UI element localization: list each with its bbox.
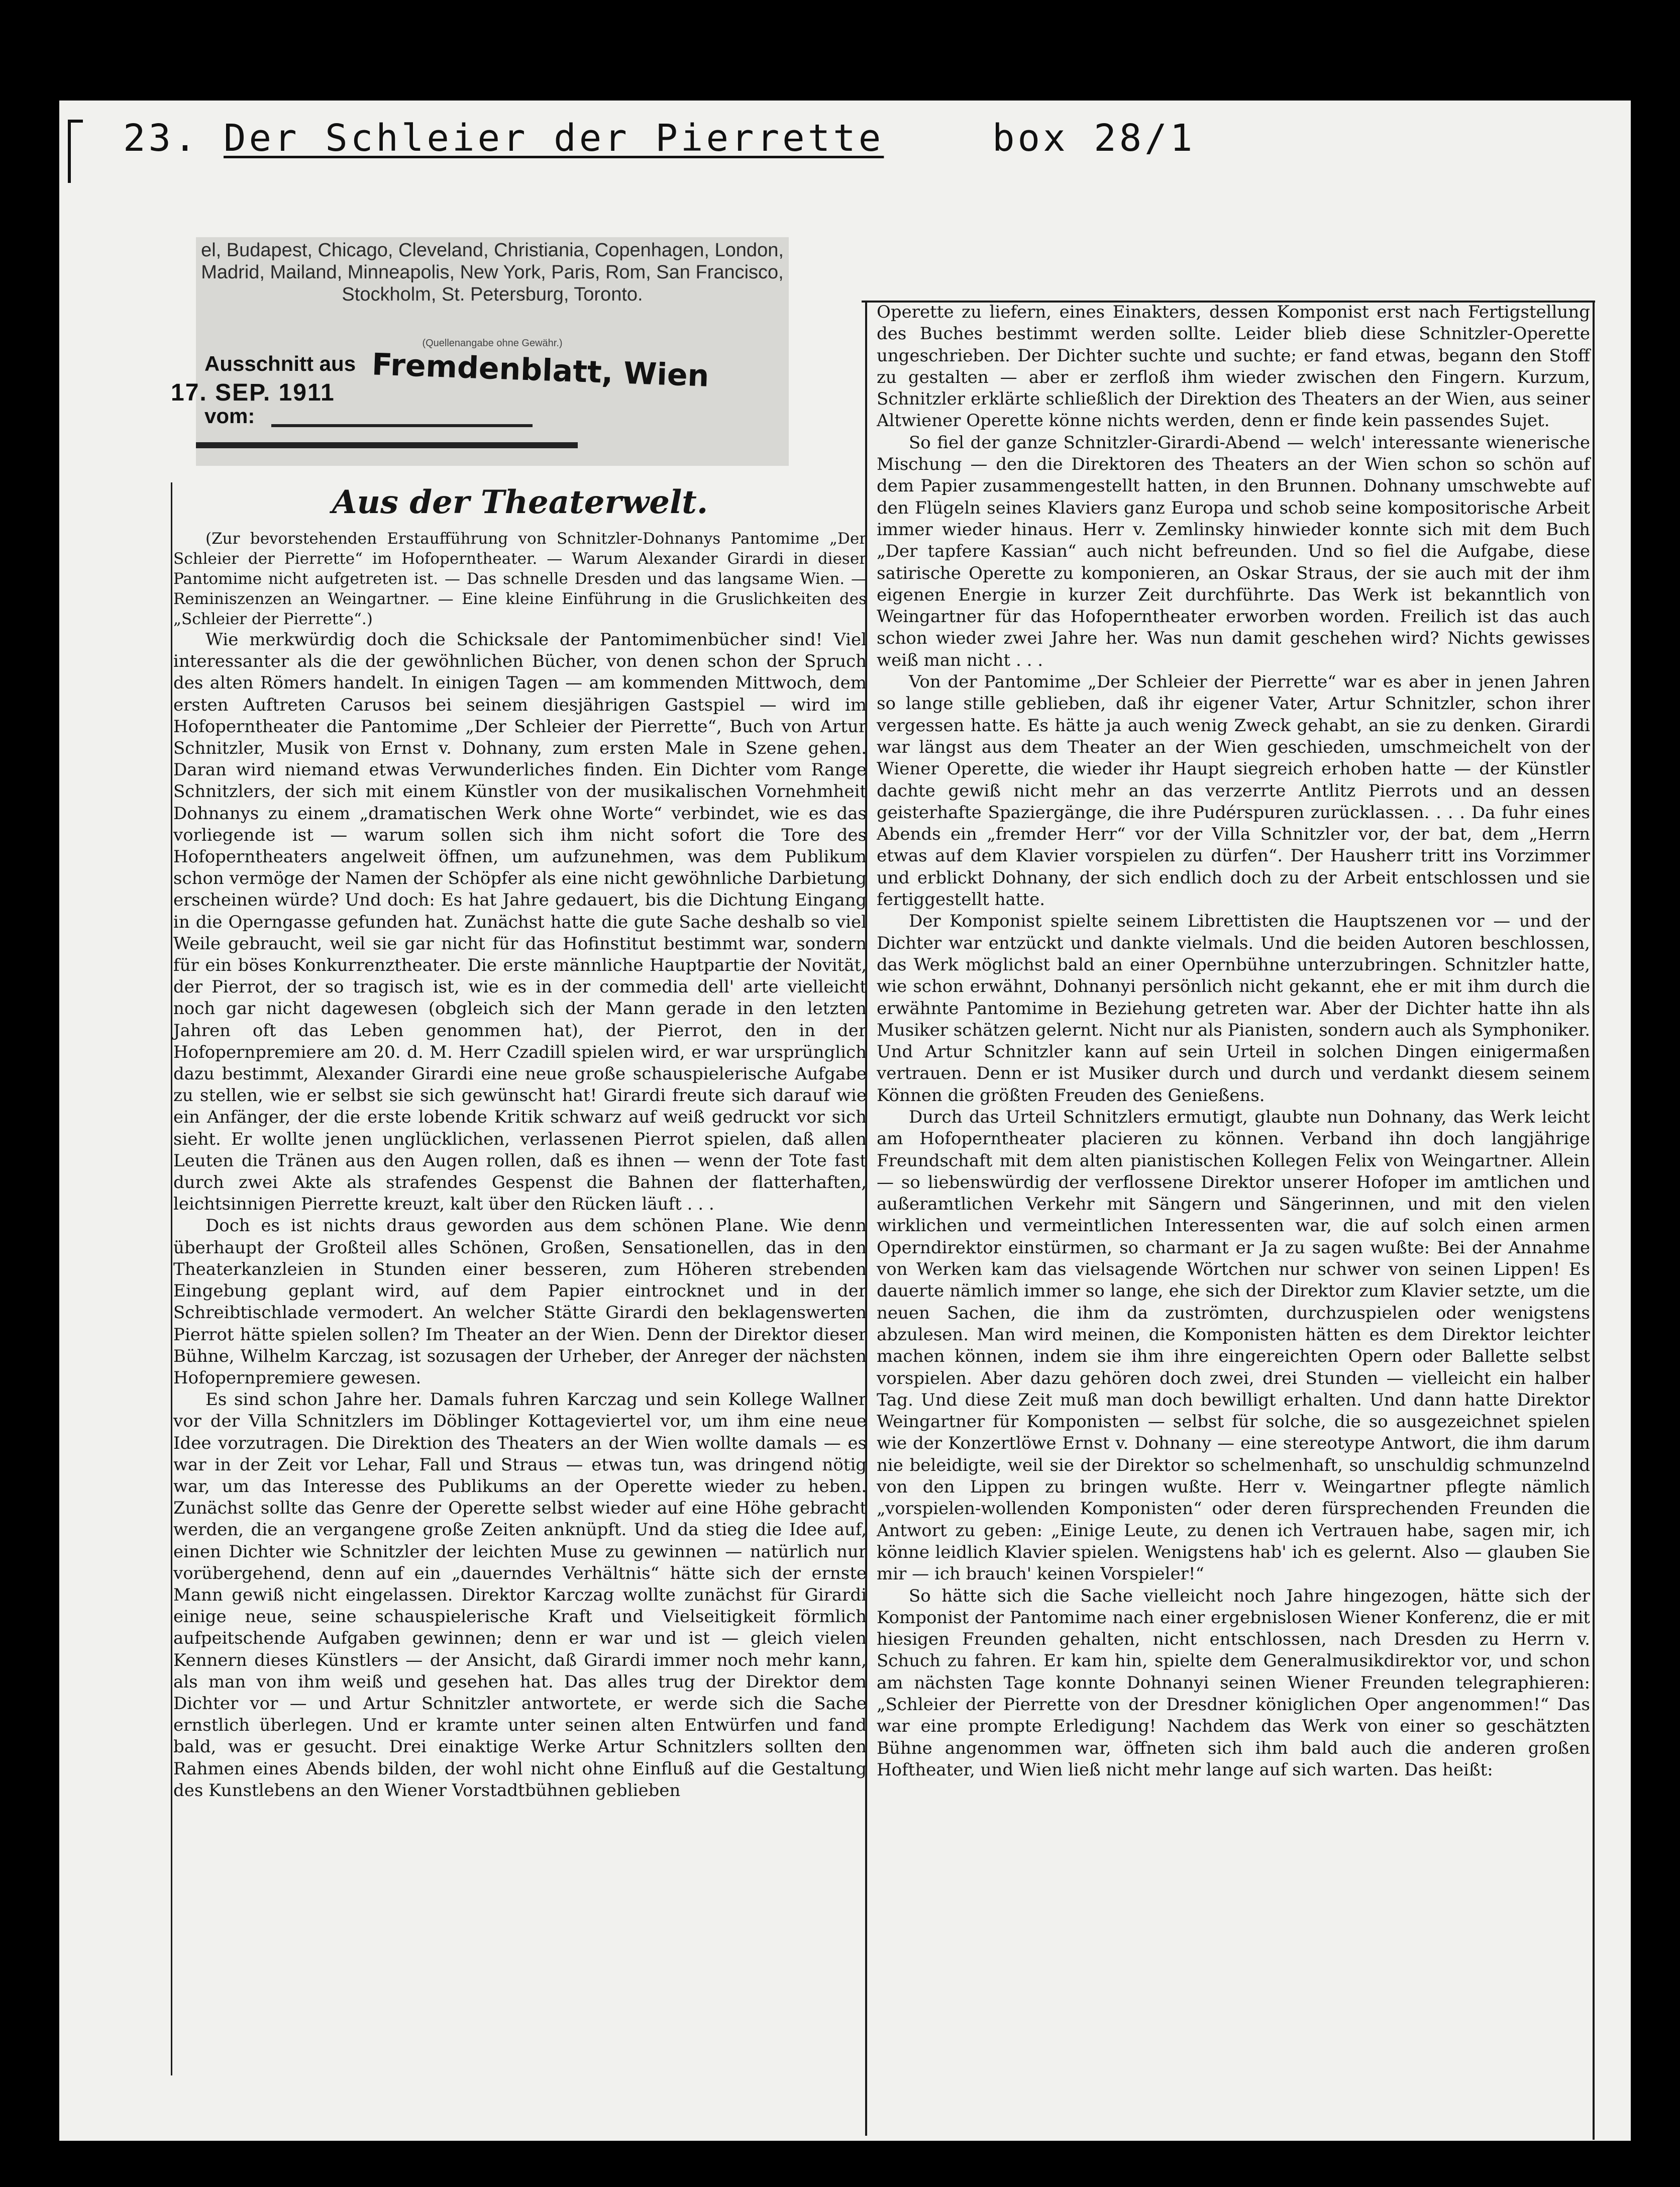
service-cities: el, Budapest, Chicago, Cleveland, Christiania, Copenhagen, London, Madrid, Mailand, Minneapolis, New York, Paris, Rom, San Francisco, Stockholm, St. Petersburg, Toronto.	[201, 240, 784, 305]
archive-box-label: box 28/1	[992, 117, 1196, 160]
article-paragraph: So hätte sich die Sache vielleicht noch Jahre hingezogen, hätte sich der Komponist der Pantomime nach einer ergebnislosen Wiener Konferenz, die er mit hiesigen Freunden gehalten, nicht entschlossen, nach Dresden zu Herrn v. Schuch zu fahren. Er kam hin, spielte dem Generalmusikdirektor vor, und schon am nächsten Tage konnte Dohnanyi seinen Wiener Freunden telegraphieren: „Schleier der Pierrette von der Dresdner königlichen Oper angenommen!“ Das war eine prompte Erledigung! Nachdem das Werk von einer so geschätzten Bühne angenommen war, öffneten sich ihm bald auch die anderen großen Hoftheater, und Wien ließ nicht mehr lange auf sich warten. Das heißt:	[877, 1585, 1590, 1780]
article-right-column	[877, 302, 1590, 2141]
newspaper-stamp: Fremdenblatt, Wien	[371, 347, 710, 394]
article-paragraph: Der Komponist spielte seinem Librettisten die Hauptszenen vor — und der Dichter war entzückt und dankte vielmals. Und die beiden Autoren beschlossen, das Werk möglichst bald an einer Opernbühne unterzubringen. Schnitzler hatte, wie schon erwähnt, Dohnanyi persönlich nicht gekannt, ehe er mit ihm durch die erwähnte Pantomime in Beziehung getreten war. Aber der Dichter hatte ihn als Musiker schätzen gelernt. Nicht nur als Pianisten, sondern auch als Symphoniker. Und Artur Schnitzler kann auf sein Urteil in solchen Dingen einigermaßen vertrauen. Denn er ist Musiker durch und durch und verdankt diesem seinem Können die größten Freuden des Genießens.	[877, 911, 1590, 1106]
source-note: (Quellenangabe ohne Gewähr.)	[422, 338, 563, 349]
archive-number: 23.	[123, 117, 199, 160]
ausschnitt-label: Ausschnitt aus	[204, 352, 356, 375]
article-left-column	[173, 482, 867, 2075]
clipping-service-stamp	[171, 237, 789, 466]
date-stamp: 17. SEP. 1911	[171, 379, 335, 406]
article-paragraph: Wie merkwürdig doch die Schicksale der Pantomimenbücher sind! Viel interessanter als die der gewöhnlichen Bücher, von denen schon der Spruch des alten Römers handelt. In einigen Tagen — am kommenden Mittwoch, dem ersten Auftreten Carusos bei seinem diesjährigen Gastspiel — wird im Hofoperntheater die Pantomime „Der Schleier der Pierrette“, Buch von Artur Schnitzler, Musik von Ernst v. Dohnany, zum ersten Male in Szene gehen. Daran wird niemand etwas Verwunderliches finden. Ein Dichter vom Range Schnitzlers, der sich mit einem Künstler von der musikalischen Vornehmheit Dohnanys zu einem „dramatischen Werk ohne Worte“ verbindet, wie es das vorliegende ist — warum sollen sich ihm nicht sofort die Tore des Hofoperntheaters angelweit öffnen, um aufzunehmen, was dem Publikum schon vermöge der Namen der Schöpfer als eine nicht gewöhnliche Darbietung erscheinen würde? Und doch: Es hat Jahre gedauert, bis die Dichtung Eingang in die Operngasse gefunden hat. Zunächst hatte die gute Sache deshalb so viel Weile gebraucht, weil sie gar nicht für das Hofinstitut bestimmt war, sondern für ein böses Konkurrenztheater. Die erste männliche Hauptpartie der Novität, der Pierrot, der so tragisch ist, wie es in der commedia dell' arte vielleicht noch gar nicht dagewesen (obgleich sich der Mann gerade in den letzten Jahren oft das Leben genommen hat), der Pierrot, den in der Hofopernpremiere am 20. d. M. Herr Czadill spielen wird, er war ursprünglich dazu bestimmt, Alexander Girardi eine neue große schauspielerische Aufgabe zu stellen, wie er selbst sie sich gewünscht hat! Girardi freute sich darauf wie ein Anfänger, der die erste lobende Kritik schwarz auf weiß gedruckt vor sich sieht. Er wollte jenen unglücklichen, verlassenen Pierrot spielen, daß allen Leuten die Tränen aus den Augen rollen, daß es ihnen — wenn der Tote fast durch zwei Akte als strafendes Gespenst die Bahnen der flatterhaften, leichtsinnigen Pierrette kreuzt, kalt über den Rücken läuft . . .	[173, 630, 867, 1215]
article-paragraph: Es sind schon Jahre her. Damals fuhren Karczag und sein Kollege Wallner vor der Villa Schnitzlers im Döblinger Kottageviertel vor, um ihm eine neue Idee vorzutragen. Die Direktion des Theaters an der Wien wollte damals — es war in der Zeit vor Lehar, Fall und Straus — etwas tun, was dringend nötig war, um das Interesse des Publikums an der Operette wieder zu heben. Zunächst sollte das Genre der Operette selbst wieder auf eine Höhe gebracht werden, die an vergangene große Zeiten anknüpft. Und da stieg die Idee auf, einen Dichter wie Schnitzler der leichten Muse zu gewinnen — natürlich nur vorübergehend, denn auf ein „dauerndes Verhältnis“ hätte sich der ernste Mann gewiß nicht eingelassen. Direktor Karczag wollte zunächst für Girardi einige neue, seine schauspielerische Kraft und Vielseitigkeit förmlich aufpeitschende Aufgaben gewinnen; denn er war und ist — gleich vielen Kennern dieses Künstlers — der Ansicht, daß Girardi immer noch mehr kann, als man von ihm weiß und gesehen hat. Das alles trug der Direktor dem Dichter vor — und Artur Schnitzler antwortete, er werde sich die Sache ernstlich überlegen. Und er kramte unter seinen alten Entwürfen und fand bald, was er gesucht. Drei einaktige Werke Artur Schnitzlers sollten den Rahmen eines Abends bilden, der wohl nicht ohne Einfluß auf die Gestaltung des Kunstlebens an den Wiener Vorstadtbühnen geblieben	[173, 1389, 867, 1801]
article-paragraph: Durch das Urteil Schnitzlers ermutigt, glaubte nun Dohnany, das Werk leicht am Hofoperntheater placieren zu können. Verband ihn doch langjährige Freundschaft mit dem alten pianistischen Kollegen Felix von Weingartner. Allein — so liebenswürdig der verflossene Direktor unserer Hofoper im amtlichen und außeramtlichen Verkehr mit Sängern und Sängerinnen, und mit den vielen wirklichen und vermeintlichen Interessenten war, die auf solch einen armen Operndirektor einstürmen, so charmant er Ja zu sagen wußte: Bei der Annahme von Werken kam das vielsagende Wörtchen nur schwer von seinen Lippen! Es dauerte nämlich immer so lange, ehe sich der Direktor zum Klavier setzte, um die neuen Sachen, die ihm da zuströmten, durchzuspielen oder wenigstens abzulesen. Man wird meinen, die Komponisten hätten es dem Direktor leichter machen können, indem sie ihm ihre eingereichten Opern oder Ballette selbst vorspielen. Aber dazu gehören doch zwei, drei Stunden — vielleicht ein halber Tag. Und diese Zeit muß man doch bewilligt erhalten. Und dann hatte Direktor Weingartner für Komponisten — selbst für solche, die so ausgezeichnet spielen wie der Konzertlöwe Ernst v. Dohnany — eine stereotype Antwort, die ihm darum nie beleidigte, weil sie der Direktor so schelmenhaft, so unschuldig schmunzelnd von den Lippen zu bringen wußte. Herr v. Weingartner pflegte nämlich „vorspielen-wollenden Komponisten“ oder deren fürsprechenden Freunden die Antwort zu geben: „Einige Leute, zu denen ich Vertrauen habe, sagen mir, ich könne leidlich Klavier spielen. Wenigstens hab' ich es gelernt. Also — glauben Sie mir — ich brauch' keinen Vorspieler!“	[877, 1107, 1590, 1584]
vom-line	[271, 424, 533, 427]
corner-bracket	[68, 120, 83, 183]
article-paragraph: So fiel der ganze Schnitzler-Girardi-Abend — welch' interessante wienerische Mischung — den die Direktoren des Theaters an der Wien schon so schön auf dem Papier zusammengestellt hatten, in den Brunnen. Dohnany umschwebte auf den Flügeln seines Klaviers ganz Europa und schob seine kompositorische Arbeit immer wieder hinaus. Herr v. Zemlinsky hinwieder konnte sich mit dem Buch „Der tapfere Kassian“ auch nicht befreunden. Und so fiel die Aufgabe, diese satirische Operette zu komponieren, an Oskar Straus, der sie auch mit der ihm eigenen Energie in kurzer Zeit durchführte. Das Werk ist bekanntlich von Weingartner für das Hofoperntheater erworben worden. Freilich ist das auch schon wieder zwei Jahre her. Was nun damit geschehen wird? Nichts gewisses weiß man nicht . . .	[877, 432, 1590, 670]
article-subheading: (Zur bevorstehenden Erstaufführung von Schnitzler-Dohnanys Pantomime „Der Schleier der Pierrette“ im Hofoperntheater. — Warum Alexander Girardi in dieser Pantomime nicht aufgetreten ist. — Das schnelle Dresden und das langsame Wien. — Reminiszenzen an Weingartner. — Eine kleine Einführung in die Gruslichkeiten des „Schleier der Pierrette“.)	[173, 530, 867, 628]
vom-label: vom:	[204, 404, 255, 428]
article-paragraph: Operette zu liefern, eines Einakters, dessen Komponist erst nach Fertigstellung des Buches bestimmt werden sollte. Leider blieb diese Schnitzler-Operette ungeschrieben. Der Dichter suchte und suchte; er fand etwas, begann den Stoff zu gestalten — aber er zerfloß ihm wieder zwischen den Fingern. Kurzum, Schnitzler erklärte schließlich der Direktion des Theaters an der Wien, aus seiner Altwiener Operette könne nichts werden, denn er finde kein passendes Sujet.	[877, 302, 1590, 431]
article-paragraph: Doch es ist nichts draus geworden aus dem schönen Plane. Wie denn überhaupt der Großteil alles Schönen, Großen, Sensationellen, das in den Theaterkanzleien in Stunden einer besseren, zum Höheren strebenden Eingebung geplant wird, auf dem Papier eintrocknet und in der Schreibtischlade vermodert. An welcher Stätte Girardi den beklagenswerten Pierrot hätte spielen sollen? Im Theater an der Wien. Denn der Direktor dieser Bühne, Wilhelm Karczag, ist sozusagen der Urheber, der Anreger der nächsten Hofopernpremiere gewesen.	[173, 1216, 867, 1388]
left-column-edge	[171, 482, 172, 2075]
archive-title: Der Schleier der Pierrette	[224, 117, 884, 160]
stamp-underline	[196, 442, 578, 448]
article-title: Aus der Theaterwelt.	[332, 483, 708, 521]
article-paragraph: Von der Pantomime „Der Schleier der Pierrette“ war es aber in jenen Jahren so lange stille geblieben, daß ihr eigener Vater, Artur Schnitzler, schon ihrer vergessen hatte. Es hätte ja auch wenig Zweck gehabt, an sie zu denken. Girardi war längst aus dem Theater an der Wien geschieden, umschmeichelt von der Wiener Operette, die wieder ihr Haupt siegreich erhoben hatte — der Künstler dachte gewiß nicht mehr an das verzerrte Antlitz Pierrots und an dessen geisterhafte Spaziergänge, die ihre Pudérspuren zurücklassen. . . . Da fuhr eines Abends ein „fremder Herr“ vor der Villa Schnitzler vor, der bat, dem „Herrn etwas auf dem Klavier vorspielen zu dürfen“. Der Hausherr tritt ins Vorzimmer und erblickt Dohnany, der sich endlich doch zu der Arbeit entschlossen und sie fertiggestellt hatte.	[877, 672, 1590, 910]
right-column-edge	[1593, 301, 1595, 2140]
